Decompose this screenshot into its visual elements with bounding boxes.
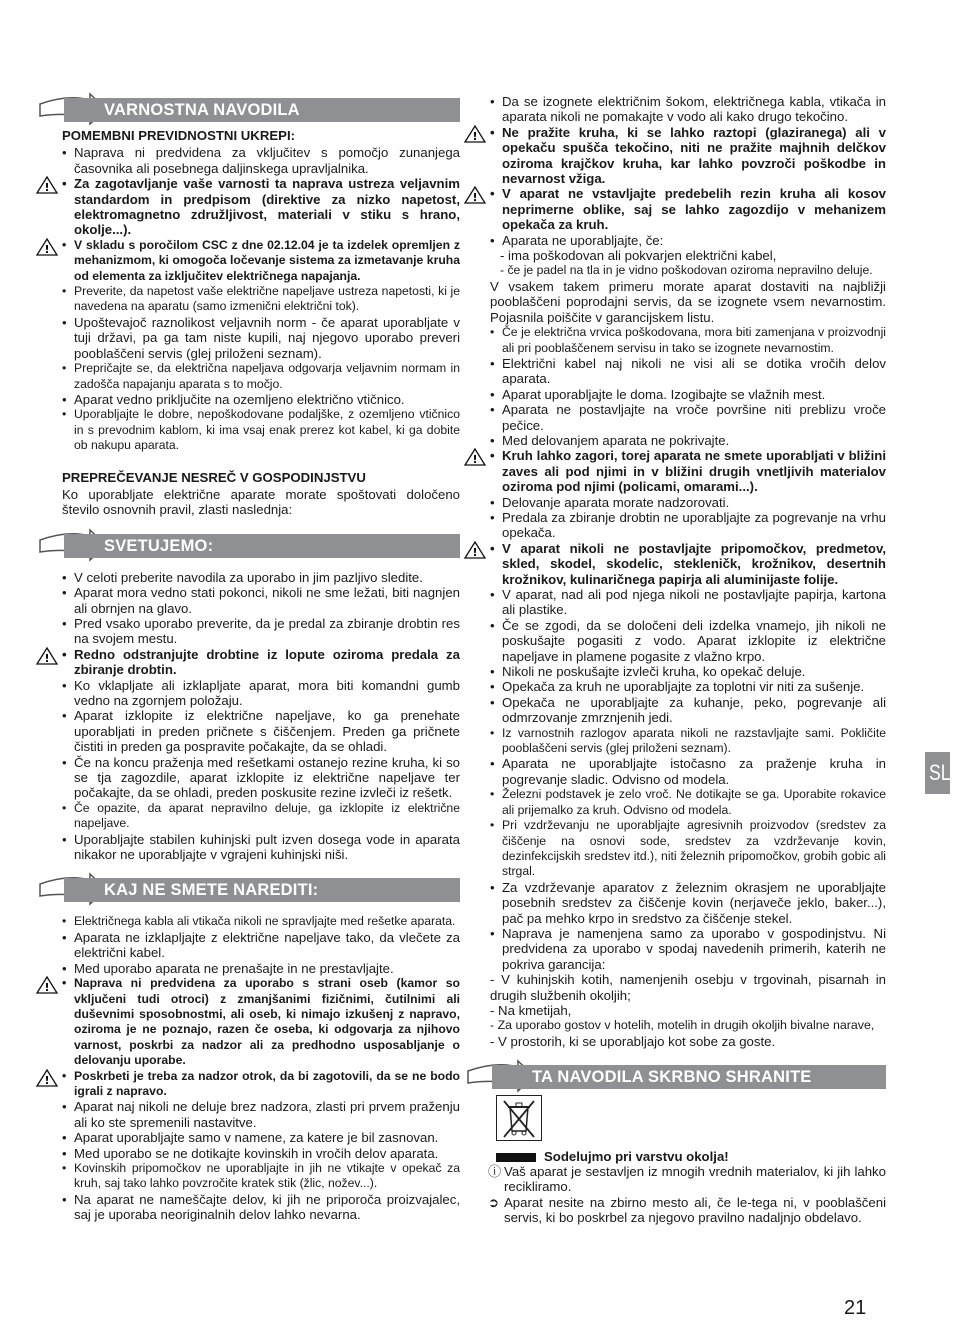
dash-item: - ima poškodovan ali pokvarjen električni kabel, [500, 248, 777, 264]
list-item: • Naprava je namenjena samo za uporabo v gospodinjstvu. Ni predvidena za uporabo v spodaj navedenih primerih, katerih ne pokriva garancija: [490, 925, 886, 972]
section-banner-keep [466, 1063, 886, 1089]
language-tab: SLO [925, 752, 950, 794]
warning-icon [464, 186, 486, 204]
warning-icon [464, 125, 486, 143]
list-item: • Če na koncu praženja med rešetkami ostanejo rezine kruha, ki so se tja zagozdile, aparat izklopite iz električne napeljave ter počakajte, da se ohladi, preden poskusite rezine izvleči iz rešetk. [62, 754, 460, 801]
list-item: • Ko vklapljate ali izklapljate aparat, mora biti komandni gumb vedno na zgornjem položaju. [62, 677, 460, 708]
svg-text:!: ! [472, 453, 478, 467]
dash-item: - V kuhinjskih kotih, namenjenih osebju v trgovinah, pisarnah in drugih službenih okoljih; [490, 972, 886, 1003]
list-item: • Aparat naj nikoli ne deluje brez nadzora, zlasti pri prvem praženju ali ko ste spremenili nastavitve. [62, 1099, 460, 1130]
section-banner-safety [38, 96, 460, 122]
subheading: POMEMBNI PREVIDNOSTNI UKREPI: [62, 128, 295, 143]
svg-text:!: ! [44, 651, 50, 665]
list-item: ! • V aparat ne vstavljajte predebelih rezin kruha ali kosov neprimerne oblike, saj se lahko zagozdijo v mehanizem opekača za kruh. [466, 186, 886, 232]
list-item: • Upoštevajoč raznolikost veljavnih norm - če aparat uporabljate v tuji državi, pa ga tam niste kupili, naj njegovo uporabo preveri pooblaščeni servis (glej priloženi seznam). [62, 314, 460, 361]
paragraph: V vsakem takem primeru morate aparat dostaviti na najbližji pooblaščeni poprodajni servis, da se izognete vsem nevarnostim. Pojasnila poiščite v garancijskem listu. [490, 278, 886, 325]
list-item: • Aparata ne postavljajte na vroče površine niti preblizu vroče pečice. [490, 402, 886, 433]
list-item: • Pri vzdrževanju ne uporabljajte agresivnih proizvodov (sredstev za čiščenje na osnovi sode, sredstev za vzdrževanje kovin, dezinfekcijskih sredstev itd.), niti železnih pripomočkov, grobih gobic ali strgal. [490, 818, 886, 879]
list-item: • V aparat, nad ali pod njega nikoli ne postavljajte papirja, kartona ali plastike. [490, 587, 886, 618]
list-item: • Aparata ne izklapljajte z električne napeljave tako, da vlečete za električni kabel. [62, 929, 460, 961]
list-item: • Prepričajte se, da električna napeljava odgovarja veljavnim normam in zadošča napajanju aparata s to močjo. [62, 361, 460, 391]
list-item: • Če opazite, da aparat nepravilno deluje, ga izklopite iz električne napeljave. [62, 800, 460, 831]
list-item: ! • Poskrbeti je treba za nadzor otrok, da bi zagotovili, da se ne bodo igrali z napravo. [38, 1069, 460, 1100]
weee-bin-icon [496, 1095, 886, 1144]
list-item: • Preverite, da napetost vaše električne napeljave ustreza napetosti, ki je navedena na aparatu (samo izmenični električni tok). [62, 284, 460, 314]
list-item: • Električni kabel naj nikoli ne visi ali se dotika vročih delov aparata. [490, 355, 886, 387]
left-column [38, 94, 460, 1223]
svg-text:!: ! [44, 1073, 50, 1087]
list-item: • Nikoli ne poskušajte izvleči kruha, ko opekač deluje. [490, 664, 806, 680]
warning-icon [36, 1069, 58, 1087]
list-item: • Pred vsako uporabo preverite, da je predal za zbiranje drobtin res na svojem mestu. [62, 615, 460, 647]
list-item: • Med delovanjem aparata ne pokrivajte. [490, 432, 730, 448]
dash-item: - Za uporabo gostov v hotelih, motelih in drugih okoljih bivalne narave, [490, 1018, 875, 1033]
section-title: KAJ NE SMETE NAREDITI: [64, 878, 460, 902]
eco-item: ⓘ Vaš aparat je sestavljen iz mnogih vrednih materialov, ki jih lahko recikliramo. [488, 1164, 886, 1195]
list-item: • Če se zgodi, da se določeni deli izdelka vnamejo, jih nikoli ne poskušajte pogasiti z vodo. Aparat izklopite iz električne napeljave in plamene pogasite z vlažno krpo. [490, 617, 886, 664]
section-banner-advice [38, 532, 460, 558]
list-item: • Opekača ne uporabljajte za kuhanje, peko, pogrevanje ali odmrzovanje zmrznjenih jedi. [490, 694, 886, 726]
dash-item: - če je padel na tla in je vidno poškodovan oziroma nepravilno deluje. [500, 263, 873, 278]
list-item: ! • Naprava ni predvidena za uporabo s strani oseb (kamor so vključeni tudi otroci) z zmanjšanimi fizičnimi, čutilnimi ali duševnimi sposobnostmi, ali oseb, ki nimajo izkušenj z napravo, oziroma je ne poznajo, razen če oseba, ki odgovarja za njihovo varnost, poskrbi za nadzor ali za predhodno usposabljanje o delovanju uporabe. [38, 976, 460, 1068]
list-item: • Aparat uporabljajte le doma. Izogibajte se vlažnih mest. [490, 386, 826, 402]
recycle-arrow-icon: ➲ [488, 1194, 500, 1210]
list-item: • Aparat vedno priključite na ozemljeno električno vtičnico. [62, 391, 405, 407]
list-item: • Aparat izklopite iz električne napeljave, ko ga prenehate uporabljati in preden pričnete s čiščenjem. Preden ga pričnete čistiti in preden ga pospravite počakajte, da se ohladi. [62, 708, 460, 755]
warning-icon [464, 448, 486, 466]
warning-icon [36, 976, 58, 994]
list-item: • Aparat uporabljajte samo v namene, za katere je bil zasnovan. [62, 1130, 439, 1146]
list-item: • Uporabljajte le dobre, nepoškodovane podaljške, z ozemljeno vtičnico in s prevodnim kablom, ki ima vsaj enak prerez kot kabel, ki ga dobite ob nakupu aparata. [62, 407, 460, 453]
list-item: ! • V aparat nikoli ne postavljajte pripomočkov, predmetov, skled, skodel, skodelic, stekleničk, krožnikov, desertnih krožnikov, kulinaričnega papirja ali aluminijaste folije. [466, 541, 886, 587]
list-item: ! • Ne pražite kruha, ki se lahko raztopi (glaziranega) ali v opekaču spušča tekočino, niti ne pražite majhnih delčkov oziroma krajčkov kruha, kar lahko povzroči poškodbe in nevarnost vžiga. [466, 125, 886, 187]
list-item: • Električnega kabla ali vtikača nikoli ne spravljajte med rešetke aparata. [62, 914, 456, 929]
list-item: ! • V skladu s poročilom CSC z dne 02.12.04 je ta izdelek opremljen z mehanizmom, ki omogoča ločevanje sistema za izmetavanje kruha od elementa za izključitev električnega napajanja. [38, 238, 460, 284]
warning-icon [464, 541, 486, 559]
svg-text:!: ! [44, 981, 50, 995]
subheading: PREPREČEVANJE NESREČ V GOSPODINJSTVU [62, 469, 366, 485]
list-item: • Aparata ne uporabljajte, če: [490, 232, 664, 248]
info-icon: ⓘ [488, 1164, 502, 1179]
list-item: ! • Redno odstranjujte drobtine iz lopute oziroma predala za zbiranje drobtin. [38, 647, 460, 678]
list-item: • Aparat mora vedno stati pokonci, nikoli ne sme ležati, biti nagnjen ali obrnjen na glavo. [62, 585, 460, 616]
list-item: • Med uporabo aparata ne prenašajte in ne prestavljajte. [62, 960, 394, 976]
list-item: • Predala za zbiranje drobtin ne uporabljajte za pogrevanje na vrhu opekača. [490, 509, 886, 541]
section-title: TA NAVODILA SKRBNO SHRANITE [492, 1065, 886, 1089]
list-item: • Med uporabo se ne dotikajte kovinskih in vročih delov aparata. [62, 1145, 439, 1161]
list-item: • Da se izognete električnim šokom, električnega kabla, vtikača in aparata nikoli ne pomakajte v vodo ali kako drugo tekočino. [490, 94, 886, 125]
list-item: • Delovanje aparata morate nadzorovati. [490, 494, 730, 510]
dash-item: - Na kmetijah, [490, 1002, 572, 1018]
svg-text:!: ! [44, 181, 50, 195]
svg-text:!: ! [472, 545, 478, 559]
list-item: • Za vzdrževanje aparatov z železnim okrasjem ne uporabljajte posebnih sredstev za čiščenje kovin (nerjaveče jeklo, baker...), pač pa mehko krpo in sredstvo za čiščenje stekel. [490, 879, 886, 926]
list-item: • V celoti preberite navodila za uporabo in jim pazljivo sledite. [62, 569, 423, 585]
list-item: ! • Kruh lahko zagori, torej aparata ne smete uporabljati v bližini zaves ali pod njimi in v bližini drugih vnetljivih materialov oziroma pod njimi (policami, omarami...). [466, 448, 886, 494]
paragraph: Ko uporabljate električne aparate morate spoštovati določeno število osnovnih pravil, zlasti naslednja: [62, 486, 460, 518]
list-item: ! • Za zagotavljanje vaše varnosti ta naprava ustreza veljavnim standardom in predpisom (direktive za nizko napetost, elektromagnetno združljivost, materiali v stiku s hrano, okolje...). [38, 176, 460, 238]
list-item: • Železni podstavek je zelo vroč. Ne dotikajte se ga. Uporabite rokavice ali prijemalko za kruh. Odvisno od modela. [490, 787, 886, 817]
right-column [466, 94, 886, 1226]
svg-text:!: ! [472, 129, 478, 143]
list-item: • Kovinskih pripomočkov ne uporabljajte in jih ne vtikajte v opekač za kruh, saj tako lahko povzročite kratek stik (žlic, nožev...). [62, 1160, 460, 1191]
eco-heading: Sodelujmo pri varstvu okolja! [496, 1149, 886, 1164]
dash-item: - V prostorih, ki se uporabljajo kot sobe za goste. [490, 1033, 776, 1049]
list-item: • Na aparat ne nameščajte delov, ki jih ne priporoča proizvajalec, saj je uporaba neoriginalnih delov lahko nevarna. [62, 1191, 460, 1223]
svg-text:!: ! [44, 242, 50, 256]
list-item: • Aparata ne uporabljajte istočasno za praženje kruha in pogrevanje sladic. Odvisno od modela. [490, 756, 886, 787]
list-item: • Naprava ni predvidena za vključitev s pomočjo zunanjega časovnika ali posebnega daljinskega upravljalnika. [62, 145, 460, 176]
warning-icon [36, 176, 58, 194]
list-item: • Uporabljajte stabilen kuhinjski pult izven dosega vode in aparata nikakor ne uporabljajte v vgrajeni kuhinjski niši. [62, 831, 460, 863]
eco-item: ➲ Aparat nesite na zbirno mesto ali, če le-tega ni, v pooblaščeni servis, ki bo poskrbel za njegovo pravilno nadaljnjo obdelavo. [488, 1194, 886, 1226]
section-banner-dont [38, 876, 460, 902]
section-title: SVETUJEMO: [64, 534, 460, 558]
warning-icon [36, 647, 58, 665]
list-item: • Če je električna vrvica poškodovana, mora biti zamenjana v proizvodnji ali pri pooblaščenem servisu in tako se izognete nevarnostim. [490, 325, 886, 355]
section-title: VARNOSTNA NAVODILA [64, 98, 460, 122]
list-item: • Opekača za kruh ne uporabljajte za toplotni vir niti za sušenje. [490, 679, 865, 695]
page-number: 21 [844, 1297, 867, 1319]
warning-icon [36, 238, 58, 256]
svg-text:!: ! [472, 191, 478, 205]
list-item: • Iz varnostnih razlogov aparata nikoli ne razstavljajte sami. Pokličite pooblaščeni servis (glej priloženi seznam). [490, 725, 886, 756]
